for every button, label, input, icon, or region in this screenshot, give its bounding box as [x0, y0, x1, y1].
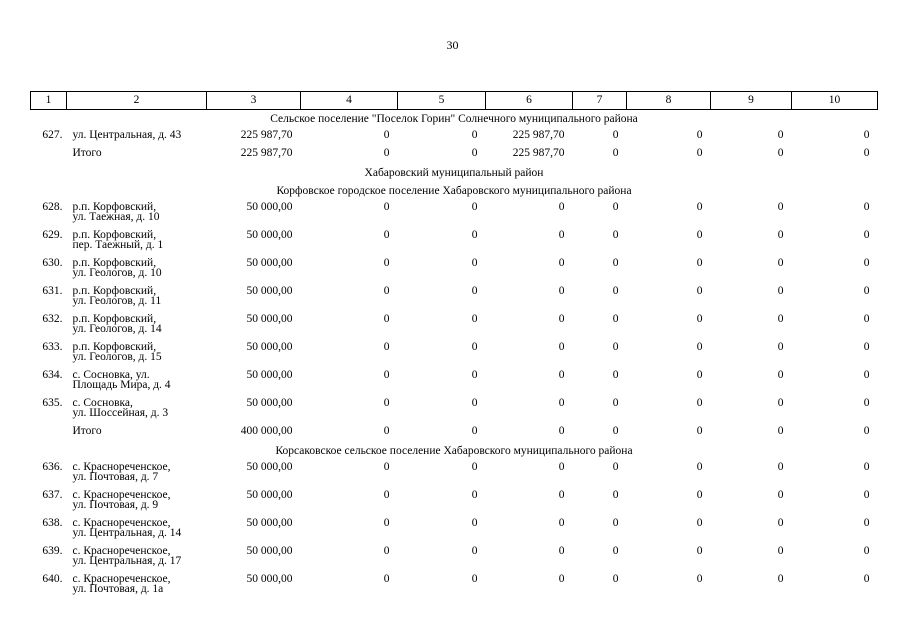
- value-cell-c5: 0: [471, 257, 478, 269]
- value-cell-c9: 0: [777, 397, 784, 409]
- value-cell-c7: 0: [612, 285, 619, 297]
- table-row: [31, 146, 878, 164]
- address-line-1: Итого: [72, 147, 102, 159]
- value-cell-c6: 0: [558, 285, 565, 297]
- address-cell: [67, 396, 207, 424]
- value-cell-c9: 0: [777, 461, 784, 473]
- value-cell-c5: 0: [471, 129, 478, 141]
- value-cell-c3: 50 000,00: [246, 369, 293, 381]
- address-line-2: ул. Центральная, д. 17: [72, 555, 182, 567]
- value-cell-c9: 0: [777, 425, 784, 437]
- address-line-1: Итого: [72, 425, 102, 437]
- header-row: [31, 92, 878, 110]
- value-cell-c6: 0: [558, 461, 565, 473]
- value-cell-c10: 0: [863, 573, 870, 585]
- value-cell-c4: 0: [383, 545, 390, 557]
- value-cell-c6: 0: [558, 229, 565, 241]
- value-cell-c4: 0: [383, 517, 390, 529]
- section-title: Хабаровский муниципальный район: [364, 167, 544, 179]
- value-cell-c9: 0: [777, 129, 784, 141]
- value-cell-c7: 0: [612, 201, 619, 213]
- value-cell-c10: 0: [863, 425, 870, 437]
- table-row: [31, 284, 878, 312]
- value-cell-c8: 0: [696, 257, 703, 269]
- address-cell: [67, 340, 207, 368]
- page-number: 30: [446, 38, 459, 52]
- value-cell-c7: 0: [612, 573, 619, 585]
- address-line-1: р.п. Корфовский,: [72, 257, 157, 269]
- value-cell-c9: 0: [777, 201, 784, 213]
- value-cell-c10: 0: [863, 229, 870, 241]
- value-cell-c4: 0: [383, 129, 390, 141]
- value-cell-c10: 0: [863, 257, 870, 269]
- address-cell: [67, 312, 207, 340]
- row-number: 631.: [42, 285, 63, 297]
- value-cell-c5: 0: [471, 425, 478, 437]
- value-cell-c4: 0: [383, 229, 390, 241]
- address-line-2: ул. Почтовая, д. 1а: [72, 583, 164, 595]
- value-cell-c10: 0: [863, 461, 870, 473]
- address-line-1: р.п. Корфовский,: [72, 229, 157, 241]
- value-cell-c6: 0: [558, 425, 565, 437]
- value-cell-c4: 0: [383, 369, 390, 381]
- value-cell-c8: 0: [696, 489, 703, 501]
- table-row: [31, 516, 878, 544]
- value-cell-c10: 0: [863, 313, 870, 325]
- address-line-2: пер. Таежный, д. 1: [72, 239, 164, 251]
- address-line-1: с. Краснореченское,: [72, 489, 171, 501]
- value-cell-c7: 0: [612, 147, 619, 159]
- value-cell-c10: 0: [863, 341, 870, 353]
- value-cell-c4: 0: [383, 257, 390, 269]
- value-cell-c8: 0: [696, 517, 703, 529]
- value-cell-c7: 0: [612, 397, 619, 409]
- value-cell-c4: 0: [383, 285, 390, 297]
- header-cell: 1: [31, 92, 67, 110]
- value-cell-c3: 50 000,00: [246, 461, 293, 473]
- value-cell-c6: 0: [558, 573, 565, 585]
- header-cell: 8: [627, 92, 711, 110]
- address-line-1: с. Сосновка, ул.: [72, 369, 150, 381]
- value-cell-c6: 0: [558, 341, 565, 353]
- value-cell-c3: 50 000,00: [246, 489, 293, 501]
- value-cell-c9: 0: [777, 573, 784, 585]
- value-cell-c6: 0: [558, 545, 565, 557]
- value-cell-c3: 50 000,00: [246, 285, 293, 297]
- address-cell: [67, 228, 207, 256]
- section-heading-row: [31, 442, 878, 460]
- address-line-1: с. Краснореченское,: [72, 517, 171, 529]
- table-row: [31, 256, 878, 284]
- value-cell-c6: 225 987,70: [512, 129, 565, 141]
- table-row: [31, 460, 878, 488]
- address-cell: [67, 488, 207, 516]
- value-cell-c9: 0: [777, 147, 784, 159]
- value-cell-c6: 0: [558, 517, 565, 529]
- value-cell-c5: 0: [471, 489, 478, 501]
- value-cell-c5: 0: [471, 369, 478, 381]
- section-heading-row: [31, 182, 878, 200]
- address-line-1: с. Сосновка,: [72, 397, 133, 409]
- value-cell-c6: 0: [558, 257, 565, 269]
- table-row: [31, 368, 878, 396]
- value-cell-c9: 0: [777, 545, 784, 557]
- value-cell-c10: 0: [863, 369, 870, 381]
- table-row: [31, 128, 878, 146]
- value-cell-c5: 0: [471, 341, 478, 353]
- value-cell-c7: 0: [612, 129, 619, 141]
- value-cell-c4: 0: [383, 313, 390, 325]
- value-cell-c3: 225 987,70: [240, 147, 293, 159]
- section-heading-row: [31, 164, 878, 182]
- address-line-1: с. Краснореченское,: [72, 545, 171, 557]
- table-row: [31, 340, 878, 368]
- row-number: 633.: [42, 341, 63, 353]
- header-cell: 2: [67, 92, 207, 110]
- row-number: 628.: [42, 201, 63, 213]
- value-cell-c7: 0: [612, 257, 619, 269]
- value-cell-c5: 0: [471, 229, 478, 241]
- value-cell-c8: 0: [696, 313, 703, 325]
- value-cell-c5: 0: [471, 397, 478, 409]
- value-cell-c3: 50 000,00: [246, 229, 293, 241]
- value-cell-c10: 0: [863, 517, 870, 529]
- value-cell-c8: 0: [696, 461, 703, 473]
- address-line-1: с. Краснореченское,: [72, 573, 171, 585]
- value-cell-c8: 0: [696, 285, 703, 297]
- value-cell-c8: 0: [696, 129, 703, 141]
- address-cell: [67, 460, 207, 488]
- value-cell-c3: 50 000,00: [246, 257, 293, 269]
- table-body: [31, 110, 878, 601]
- value-cell-c5: 0: [471, 285, 478, 297]
- value-cell-c5: 0: [471, 461, 478, 473]
- table-row: [31, 572, 878, 600]
- value-cell-c4: 0: [383, 201, 390, 213]
- row-number: 632.: [42, 313, 63, 325]
- row-number: 629.: [42, 229, 63, 241]
- address-line-2: ул. Геологов, д. 14: [72, 323, 162, 335]
- address-line-1: ул. Центральная, д. 43: [72, 129, 182, 141]
- value-cell-c6: 0: [558, 313, 565, 325]
- value-cell-c9: 0: [777, 257, 784, 269]
- section-title: Корфовское городское поселение Хабаровского муниципального района: [276, 185, 632, 197]
- header-cell: 7: [573, 92, 627, 110]
- address-cell: [67, 284, 207, 312]
- value-cell-c8: 0: [696, 341, 703, 353]
- address-cell: [67, 256, 207, 284]
- table-row: [31, 488, 878, 516]
- row-number: 638.: [42, 517, 63, 529]
- value-cell-c3: 225 987,70: [240, 129, 293, 141]
- value-cell-c4: 0: [383, 341, 390, 353]
- address-line-2: ул. Шоссейная, д. 3: [72, 407, 169, 419]
- address-line-2: ул. Таежная, д. 10: [72, 211, 160, 223]
- value-cell-c8: 0: [696, 545, 703, 557]
- address-line-2: ул. Геологов, д. 10: [72, 267, 162, 279]
- row-number: 627.: [42, 129, 63, 141]
- value-cell-c4: 0: [383, 147, 390, 159]
- value-cell-c4: 0: [383, 573, 390, 585]
- value-cell-c10: 0: [863, 129, 870, 141]
- address-line-1: с. Краснореченское,: [72, 461, 171, 473]
- value-cell-c3: 50 000,00: [246, 517, 293, 529]
- address-line-2: ул. Геологов, д. 15: [72, 351, 162, 363]
- address-line-2: Площадь Мира, д. 4: [72, 379, 171, 391]
- table-row: [31, 396, 878, 424]
- address-cell: [67, 424, 207, 442]
- address-line-1: р.п. Корфовский,: [72, 201, 157, 213]
- value-cell-c9: 0: [777, 285, 784, 297]
- row-number: 640.: [42, 573, 63, 585]
- value-cell-c5: 0: [471, 147, 478, 159]
- value-cell-c8: 0: [696, 573, 703, 585]
- value-cell-c7: 0: [612, 341, 619, 353]
- address-line-2: ул. Почтовая, д. 7: [72, 471, 159, 483]
- value-cell-c10: 0: [863, 545, 870, 557]
- value-cell-c7: 0: [612, 517, 619, 529]
- row-number: [31, 424, 67, 442]
- value-cell-c9: 0: [777, 489, 784, 501]
- value-cell-c10: 0: [863, 285, 870, 297]
- address-cell: [67, 146, 207, 164]
- row-number: 635.: [42, 397, 63, 409]
- value-cell-c7: 0: [612, 313, 619, 325]
- value-cell-c5: 0: [471, 201, 478, 213]
- value-cell-c3: 50 000,00: [246, 573, 293, 585]
- value-cell-c8: 0: [696, 147, 703, 159]
- table-row: [31, 312, 878, 340]
- value-cell-c8: 0: [696, 229, 703, 241]
- table-row: [31, 200, 878, 228]
- row-number: 639.: [42, 545, 63, 557]
- value-cell-c9: 0: [777, 369, 784, 381]
- value-cell-c7: 0: [612, 229, 619, 241]
- value-cell-c10: 0: [863, 147, 870, 159]
- value-cell-c10: 0: [863, 489, 870, 501]
- value-cell-c3: 50 000,00: [246, 397, 293, 409]
- section-title: Корсаковское сельское поселение Хабаровского муниципального района: [275, 445, 633, 457]
- address-cell: [67, 368, 207, 396]
- value-cell-c6: 0: [558, 369, 565, 381]
- header-cell: 3: [207, 92, 301, 110]
- row-number: 637.: [42, 489, 63, 501]
- address-cell: [67, 544, 207, 572]
- row-number: [31, 146, 67, 164]
- value-cell-c8: 0: [696, 425, 703, 437]
- value-cell-c7: 0: [612, 425, 619, 437]
- row-number: 636.: [42, 461, 63, 473]
- table-row: [31, 544, 878, 572]
- value-cell-c3: 50 000,00: [246, 341, 293, 353]
- value-cell-c3: 50 000,00: [246, 545, 293, 557]
- value-cell-c10: 0: [863, 201, 870, 213]
- table-row: [31, 228, 878, 256]
- address-cell: [67, 572, 207, 600]
- data-table: [30, 91, 878, 600]
- address-cell: [67, 200, 207, 228]
- table-row: [31, 424, 878, 442]
- header-cell: 6: [486, 92, 573, 110]
- value-cell-c4: 0: [383, 489, 390, 501]
- value-cell-c7: 0: [612, 369, 619, 381]
- header-cell: 5: [398, 92, 486, 110]
- address-line-1: р.п. Корфовский,: [72, 285, 157, 297]
- address-line-1: р.п. Корфовский,: [72, 313, 157, 325]
- value-cell-c7: 0: [612, 545, 619, 557]
- header-cell: 10: [792, 92, 878, 110]
- value-cell-c5: 0: [471, 313, 478, 325]
- address-cell: [67, 516, 207, 544]
- value-cell-c7: 0: [612, 461, 619, 473]
- value-cell-c9: 0: [777, 517, 784, 529]
- value-cell-c6: 225 987,70: [512, 147, 565, 159]
- row-number: 630.: [42, 257, 63, 269]
- value-cell-c4: 0: [383, 397, 390, 409]
- value-cell-c10: 0: [863, 397, 870, 409]
- value-cell-c6: 0: [558, 489, 565, 501]
- address-line-2: ул. Почтовая, д. 9: [72, 499, 159, 511]
- address-line-2: ул. Центральная, д. 14: [72, 527, 182, 539]
- address-line-2: ул. Геологов, д. 11: [72, 295, 162, 307]
- value-cell-c5: 0: [471, 545, 478, 557]
- value-cell-c8: 0: [696, 201, 703, 213]
- header-cell: 9: [711, 92, 792, 110]
- value-cell-c3: 50 000,00: [246, 201, 293, 213]
- value-cell-c3: 400 000,00: [240, 425, 293, 437]
- address-line-1: р.п. Корфовский,: [72, 341, 157, 353]
- header-cell: 4: [301, 92, 398, 110]
- value-cell-c9: 0: [777, 341, 784, 353]
- value-cell-c3: 50 000,00: [246, 313, 293, 325]
- value-cell-c4: 0: [383, 461, 390, 473]
- address-cell: [67, 128, 207, 146]
- value-cell-c9: 0: [777, 313, 784, 325]
- value-cell-c8: 0: [696, 369, 703, 381]
- value-cell-c8: 0: [696, 397, 703, 409]
- section-heading-row: [31, 110, 878, 129]
- value-cell-c6: 0: [558, 201, 565, 213]
- section-title: Сельское поселение "Поселок Горин" Солнечного муниципального района: [270, 113, 638, 125]
- value-cell-c5: 0: [471, 573, 478, 585]
- value-cell-c5: 0: [471, 517, 478, 529]
- value-cell-c7: 0: [612, 489, 619, 501]
- value-cell-c4: 0: [383, 425, 390, 437]
- row-number: 634.: [42, 369, 63, 381]
- value-cell-c6: 0: [558, 397, 565, 409]
- value-cell-c9: 0: [777, 229, 784, 241]
